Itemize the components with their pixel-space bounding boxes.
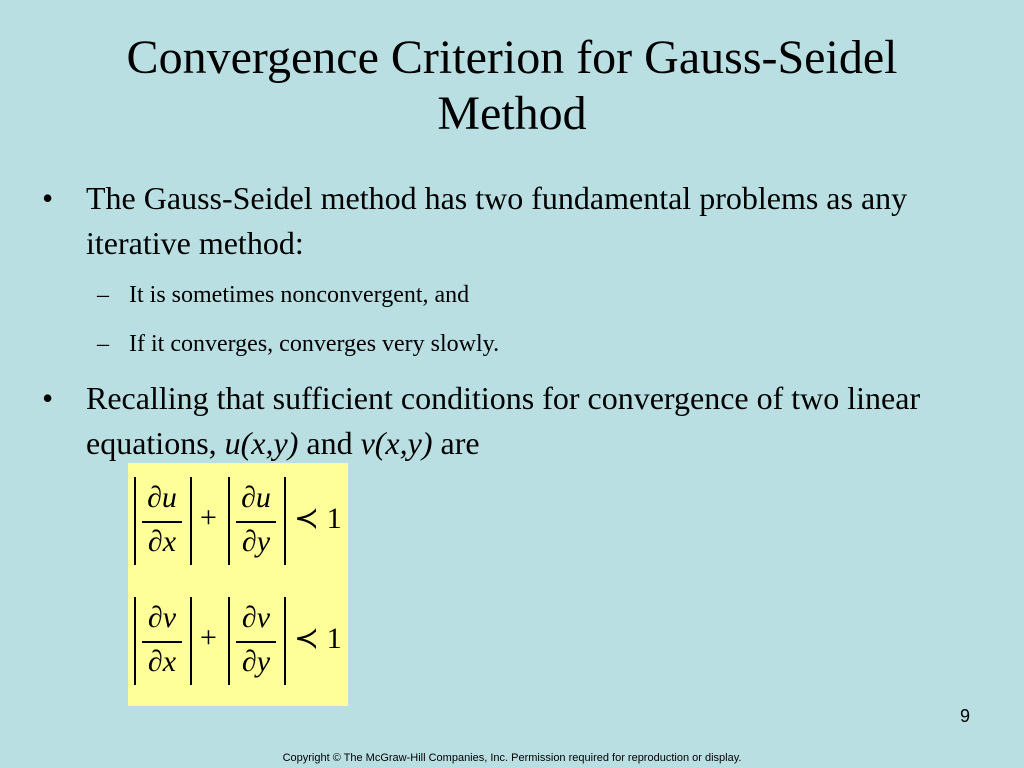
sub-bullet-2 <box>97 329 499 359</box>
bullet-2-text <box>86 376 926 466</box>
bullet-1-text: The Gauss-Seidel method has two fundamental problems as any iterative method: <box>86 180 908 261</box>
page-number: 9 <box>959 706 970 726</box>
sub-bullet-dash: – <box>97 331 109 357</box>
bullet-2-text-a: Recalling that sufficient conditions for convergence of two linear equations, <box>86 380 921 461</box>
equation-v <box>128 591 348 691</box>
numerator: ∂v <box>147 601 177 634</box>
function-v: v(x,y) <box>360 425 433 461</box>
denominator: ∂y <box>241 645 271 678</box>
denominator: ∂x <box>147 645 177 678</box>
slide-title: Convergence Criterion for Gauss-Seidel Method <box>126 31 898 140</box>
numerator: ∂u <box>241 481 271 514</box>
denominator: ∂x <box>147 525 177 558</box>
copyright-notice: Copyright © The McGraw-Hill Companies, Inc. Permission required for reproduction or display. <box>282 752 742 764</box>
bullet-2-and: and <box>298 425 361 461</box>
bullet-1 <box>42 176 926 266</box>
numerator: ∂u <box>147 481 177 514</box>
bullet-2-text-b: are <box>432 425 480 461</box>
equation-u <box>128 471 348 571</box>
denominator: ∂y <box>241 525 271 558</box>
bullet-2 <box>42 376 926 466</box>
plus-sign: + <box>200 501 217 534</box>
numerator: ∂v <box>241 601 271 634</box>
plus-sign: + <box>200 621 217 654</box>
sub-bullet-2-text: If it converges, converges very slowly. <box>129 331 500 357</box>
sub-bullet-1 <box>97 280 469 310</box>
sub-bullet-dash: – <box>97 282 109 308</box>
equation-box <box>128 463 348 706</box>
bullet-dot: • <box>42 380 54 416</box>
bullet-dot: • <box>42 180 54 216</box>
precedes-one: ≺ 1 <box>294 502 342 535</box>
function-u: u(x,y) <box>224 425 299 461</box>
sub-bullet-1-text: It is sometimes nonconvergent, and <box>129 282 470 308</box>
precedes-one: ≺ 1 <box>294 622 342 655</box>
